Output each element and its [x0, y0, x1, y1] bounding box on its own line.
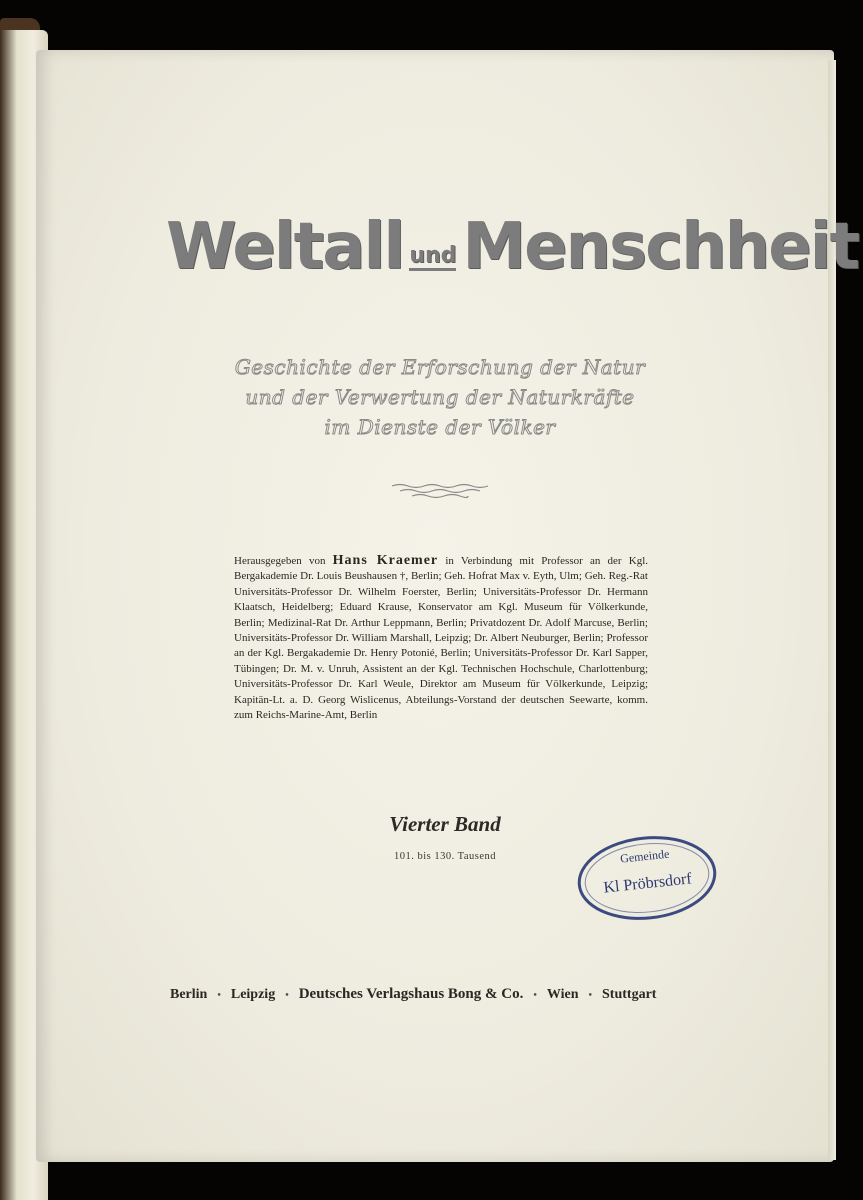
- editors-credits: [234, 553, 648, 723]
- stamp-top-text: Gemeinde: [619, 846, 670, 866]
- library-stamp: [575, 832, 720, 924]
- wave-ornament-icon: [390, 481, 490, 501]
- separator-icon: •: [533, 990, 537, 1001]
- subtitle-line: und der Verwertung der Naturkräfte: [245, 385, 635, 409]
- volume-label: Vierter Band: [389, 812, 501, 836]
- book-title: [166, 210, 859, 310]
- publisher-line: [170, 986, 700, 1003]
- editor-name: Hans Kraemer: [332, 553, 439, 568]
- subtitle-line: Geschichte der Erforschung der Natur: [234, 355, 646, 379]
- stamp-main-text: Kl Pröbrsdorf: [602, 870, 693, 897]
- subtitle-line: im Dienste der Völker: [324, 415, 556, 439]
- title-conjunction: und: [409, 243, 456, 271]
- city-stuttgart: Stuttgart: [602, 987, 657, 1002]
- credits-lead: Herausgegeben von: [234, 555, 326, 567]
- city-berlin: Berlin: [170, 987, 208, 1002]
- publisher-name: Deutsches Verlagshaus Bong & Co.: [298, 986, 524, 1002]
- title-word-weltall: Weltall: [166, 210, 404, 284]
- separator-icon: •: [217, 990, 221, 1001]
- city-leipzig: Leipzig: [230, 987, 276, 1002]
- separator-icon: •: [588, 990, 593, 1001]
- city-wien: Wien: [546, 987, 579, 1002]
- title-word-menschheit: Menschheit: [462, 210, 859, 284]
- edition-label: 101. bis 130. Tausend: [393, 851, 497, 862]
- contributors-text: in Verbindung mit Professor an der Kgl. Bergakademie Dr. Louis Beushausen †, Berlin; Geh. Hofrat Max v. Eyth, Ulm; Geh. Reg.-Rat Universitäts-Professor Dr. Wilhelm Foerster, Berlin; Universitäts-Professor Dr. Hermann Klaatsch, Heidelberg; Eduard Krause, Konservator am Kgl. Museum für Völkerkunde, Berlin; Medizinal-Rat Dr. Arthur Leppmann, Berlin; Privatdozent Dr. Adolf Marcuse, Berlin; Universitäts-Professor Dr. William Marshall, Leipzig; Dr. Albert Neuburger, Berlin; Professor an der Kgl. Bergakademie Dr. Henry Potonié, Berlin; Universitäts-Professor Dr. Karl Sapper, Tübingen; Dr. M. v. Unruh, Assistent an der Kgl. Technischen Hochschule, Charlottenburg; Universitäts-Professor Dr. Karl Weule, Direktor am Museum für Völkerkunde, Leipzig; Kapitän-Lt. a. D. Georg Wislicenus, Abteilungs-Vorstand der deutschen Seewarte, komm. zum Reichs-Marine-Amt, Berlin: [234, 555, 648, 722]
- book-subtitle: [180, 352, 700, 442]
- separator-icon: •: [285, 990, 289, 1001]
